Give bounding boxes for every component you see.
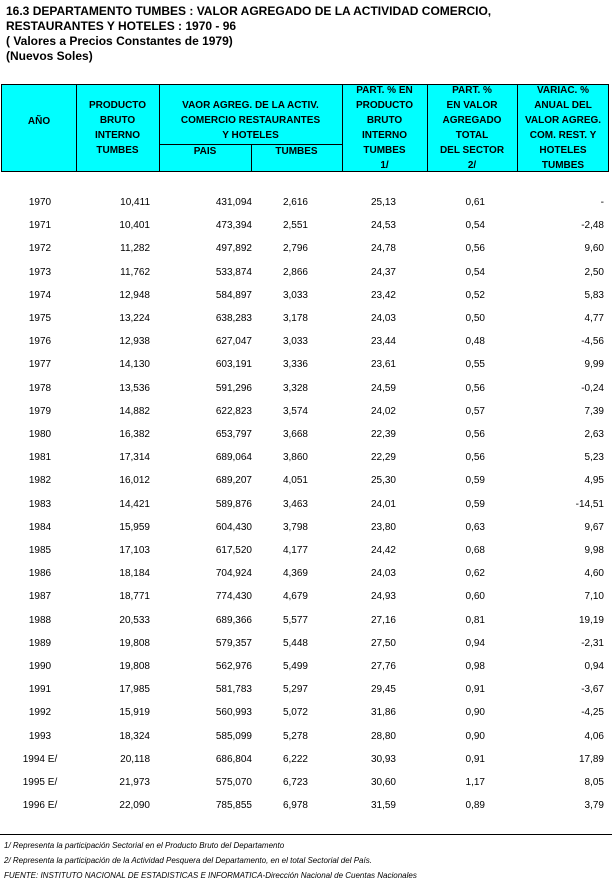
table-cell: 0,68	[465, 545, 485, 556]
table-cell: 2,796	[282, 243, 308, 255]
table-cell: 21,973	[119, 777, 150, 788]
table-cell: -0,24	[581, 382, 604, 394]
table-cell: 4,06	[584, 730, 604, 742]
table-cell: 0,98	[465, 661, 485, 672]
table-cell: 0,56	[465, 429, 485, 440]
table-cell: 0,94	[584, 661, 604, 672]
table-row	[0, 636, 612, 652]
table-cell: 5,23	[584, 452, 604, 464]
table-row	[0, 497, 612, 513]
table-cell: 11,282	[120, 243, 150, 255]
table-cell: -2,31	[581, 637, 604, 649]
table-cell: 9,98	[584, 545, 604, 556]
table-row	[0, 729, 612, 745]
table-cell: 0,50	[465, 313, 485, 324]
table-cell: 12,938	[119, 336, 150, 348]
table-cell: 24,01	[370, 498, 396, 510]
table-cell: 17,314	[119, 452, 150, 464]
table-cell: 0,55	[465, 359, 485, 371]
table-cell: 27,50	[370, 637, 396, 649]
table-cell: 589,876	[215, 498, 252, 510]
table-cell: 1990	[28, 661, 52, 672]
table-cell: 7,10	[584, 591, 604, 603]
title-line-4: (Nuevos Soles)	[6, 49, 93, 63]
table-cell: 774,430	[215, 591, 252, 603]
table-cell: 604,430	[215, 521, 252, 533]
table-cell: 0,91	[465, 753, 485, 765]
footnote-2: 2/ Representa la participación de la Actividad Pesquera del Departamento, en el total Sectorial del País.	[4, 856, 372, 865]
table-cell: 431,094	[215, 197, 252, 208]
table-cell: 13,224	[119, 313, 150, 324]
header-tumbes: TUMBES	[275, 146, 318, 157]
table-cell: 0,56	[465, 452, 485, 464]
table-cell: 1979	[28, 405, 52, 417]
table-cell: 4,369	[282, 568, 308, 580]
table-cell: 25,30	[370, 475, 396, 487]
header-part-producto: PART. % EN PRODUCTO BRUTO INTERNO TUMBES 1/	[355, 85, 414, 171]
table-row	[0, 311, 612, 327]
table-cell: 562,976	[215, 661, 252, 672]
table-cell: 3,463	[282, 498, 308, 510]
table-cell: 0,54	[465, 220, 485, 232]
table-row	[0, 241, 612, 257]
table-row	[0, 288, 612, 304]
table-cell: 1987	[28, 591, 52, 603]
table-cell: 16,382	[119, 429, 150, 440]
table-cell: 1995 E/	[22, 777, 58, 788]
table-cell: 23,42	[370, 289, 396, 301]
table-cell: 1980	[28, 429, 52, 440]
table-cell: 15,959	[119, 521, 150, 533]
table-cell: 31,86	[370, 707, 396, 719]
table-row	[0, 613, 612, 629]
table-cell: 23,44	[370, 336, 396, 348]
table-cell: 22,090	[119, 800, 150, 812]
table-row	[0, 195, 612, 211]
table-cell: 1986	[28, 568, 52, 580]
table-cell: -4,56	[581, 336, 604, 348]
table-row	[0, 566, 612, 582]
table-cell: 14,882	[119, 405, 150, 417]
header-vaor-agreg: VAOR AGREG. DE LA ACTIV. COMERCIO RESTAURANTES Y HOTELES	[180, 100, 321, 141]
table-cell: 24,93	[370, 591, 396, 603]
table-cell: 0,90	[465, 730, 485, 742]
table-cell: -3,67	[581, 684, 604, 696]
table-cell: 5,297	[282, 684, 308, 696]
table-cell: 2,50	[584, 266, 604, 278]
table-cell: 1988	[28, 614, 52, 626]
table-row	[0, 775, 612, 791]
table-row	[0, 752, 612, 768]
table-cell: 0,60	[465, 591, 485, 603]
table-cell: 20,118	[120, 753, 150, 765]
table-cell: 3,033	[282, 289, 308, 301]
table-cell: 24,53	[370, 220, 396, 232]
table-cell: 9,99	[584, 359, 604, 371]
table-cell: 11,762	[120, 266, 150, 278]
table-cell: 653,797	[215, 429, 252, 440]
table-cell: 4,051	[282, 475, 308, 487]
table-cell: 23,61	[370, 359, 396, 371]
table-cell: 622,823	[215, 405, 252, 417]
table-cell: 6,222	[282, 753, 308, 765]
table-cell: 0,57	[465, 405, 485, 417]
table-row	[0, 334, 612, 350]
source-note: FUENTE: INSTITUTO NACIONAL DE ESTADISTICAS E INFORMATICA-Dirección Nacional de Cuentas Nacionales	[4, 871, 417, 880]
table-cell: 18,184	[119, 568, 150, 580]
table-cell: 1982	[28, 475, 52, 487]
table-cell: 20,533	[119, 614, 150, 626]
table-cell: 0,62	[465, 568, 485, 580]
table-cell: 1991	[28, 684, 52, 696]
table-cell: 533,874	[215, 266, 252, 278]
table-cell: 1975	[28, 313, 52, 324]
header-variac: VARIAC. % ANUAL DEL VALOR AGREG. COM. REST. Y HOTELES TUMBES	[524, 85, 602, 171]
table-cell: 0,81	[465, 614, 485, 626]
table-cell: 18,771	[119, 591, 150, 603]
table-cell: 0,56	[465, 243, 485, 255]
table-cell: 3,336	[282, 359, 308, 371]
header-part-valor: PART. % EN VALOR AGREGADO TOTAL DEL SECTOR 2/	[439, 85, 505, 171]
table-title	[6, 4, 491, 64]
table-cell: 17,89	[578, 753, 604, 765]
table-cell: 1971	[28, 220, 52, 232]
table-cell: 638,283	[215, 313, 252, 324]
table-cell: 2,866	[282, 266, 308, 278]
table-cell: 1996 E/	[22, 800, 58, 812]
table-cell: 3,79	[584, 800, 604, 812]
table-cell: 10,401	[119, 220, 150, 232]
footnote-1: 1/ Representa la participación Sectorial en el Producto Bruto del Departamento	[4, 841, 285, 850]
table-cell: -	[600, 197, 604, 208]
table-cell: 1,17	[465, 777, 485, 788]
table-cell: 3,328	[282, 382, 308, 394]
table-cell: 9,67	[584, 521, 604, 533]
title-line-1: 16.3 DEPARTAMENTO TUMBES : VALOR AGREGADO DE LA ACTIVIDAD COMERCIO,	[6, 4, 492, 18]
table-cell: 24,78	[370, 243, 396, 255]
table-cell: 9,60	[584, 243, 604, 255]
table-cell: 585,099	[215, 730, 252, 742]
table-cell: 6,723	[282, 777, 308, 788]
table-row	[0, 520, 612, 536]
table-cell: 627,047	[215, 336, 252, 348]
table-cell: 5,577	[282, 614, 308, 626]
table-cell: 591,296	[215, 382, 252, 394]
table-cell: 3,178	[282, 313, 308, 324]
table-cell: 4,60	[584, 568, 604, 580]
table-cell: 0,59	[465, 498, 485, 510]
table-cell: 473,394	[215, 220, 252, 232]
table-cell: 16,012	[119, 475, 150, 487]
table-row	[0, 265, 612, 281]
table-cell: 13,536	[119, 382, 150, 394]
table-cell: 689,366	[215, 614, 252, 626]
table-row	[0, 659, 612, 675]
table-cell: 785,855	[215, 800, 252, 812]
table-cell: 1985	[28, 545, 52, 556]
header-producto: PRODUCTO BRUTO INTERNO TUMBES	[88, 100, 147, 156]
table-cell: 1989	[28, 637, 52, 649]
table-row	[0, 427, 612, 443]
table-cell: 1993	[28, 730, 52, 742]
table-cell: 4,95	[584, 475, 604, 487]
table-cell: 24,03	[370, 568, 396, 580]
table-cell: 30,60	[370, 777, 396, 788]
table-cell: 30,93	[370, 753, 396, 765]
table-cell: 22,29	[370, 452, 396, 464]
table-cell: 3,860	[282, 452, 308, 464]
table-cell: 5,072	[282, 707, 308, 719]
table-row	[0, 218, 612, 234]
table-cell: 5,83	[584, 289, 604, 301]
table-cell: 0,56	[465, 382, 485, 394]
table-cell: 29,45	[370, 684, 396, 696]
table-cell: 0,48	[465, 336, 485, 348]
table-cell: -4,25	[581, 707, 604, 719]
table-header	[1, 84, 609, 172]
table-cell: 8,05	[584, 777, 604, 788]
table-cell: 17,103	[119, 545, 150, 556]
table-cell: 24,03	[370, 313, 396, 324]
table-cell: 18,324	[119, 730, 150, 742]
table-cell: 14,130	[119, 359, 150, 371]
table-cell: 5,499	[282, 661, 308, 672]
table-row	[0, 404, 612, 420]
table-cell: 4,77	[584, 313, 604, 324]
table-cell: 579,357	[215, 637, 252, 649]
table-row	[0, 589, 612, 605]
table-cell: 689,207	[215, 475, 252, 487]
table-cell: 704,924	[215, 568, 252, 580]
table-cell: -14,51	[575, 498, 604, 510]
table-cell: 10,411	[120, 197, 150, 208]
table-cell: 560,993	[215, 707, 252, 719]
table-cell: 19,808	[119, 661, 150, 672]
table-cell: 1973	[28, 266, 52, 278]
table-cell: 17,985	[119, 684, 150, 696]
table-row	[0, 543, 612, 559]
table-cell: 3,574	[282, 405, 308, 417]
table-row	[0, 450, 612, 466]
table-cell: 2,616	[282, 197, 308, 208]
table-cell: 0,59	[465, 475, 485, 487]
table-cell: 1977	[28, 359, 52, 371]
table-cell: 27,16	[370, 614, 396, 626]
table-cell: 27,76	[370, 661, 396, 672]
table-cell: 0,63	[465, 521, 485, 533]
title-line-2: RESTAURANTES Y HOTELES : 1970 - 96	[6, 19, 237, 33]
table-cell: 1992	[28, 707, 52, 719]
title-line-3: ( Valores a Precios Constantes de 1979)	[6, 34, 233, 48]
table-row	[0, 682, 612, 698]
header-anio: AÑO	[27, 116, 51, 127]
table-cell: 22,39	[370, 429, 396, 440]
table-cell: 1978	[28, 382, 52, 394]
table-cell: 6,978	[282, 800, 308, 812]
table-cell: 7,39	[584, 405, 604, 417]
table-cell: 581,783	[215, 684, 252, 696]
table-cell: 1970	[28, 197, 52, 208]
table-cell: 1981	[28, 452, 52, 464]
table-cell: 0,52	[465, 289, 485, 301]
table-row	[0, 381, 612, 397]
table-cell: 19,808	[119, 637, 150, 649]
table-cell: 31,59	[370, 800, 396, 812]
table-cell: 3,033	[282, 336, 308, 348]
table-cell: 0,90	[465, 707, 485, 719]
table-row	[0, 357, 612, 373]
table-cell: 584,897	[215, 289, 252, 301]
table-cell: 25,13	[370, 197, 396, 208]
table-cell: 3,668	[282, 429, 308, 440]
table-cell: 603,191	[215, 359, 252, 371]
header-pais: PAIS	[193, 146, 217, 157]
table-cell: 575,070	[215, 777, 252, 788]
table-cell: 19,19	[578, 614, 604, 626]
table-cell: 0,54	[465, 266, 485, 278]
table-cell: 24,37	[370, 266, 396, 278]
table-cell: 1994 E/	[22, 753, 58, 765]
table-row	[0, 798, 612, 814]
table-cell: 0,94	[465, 637, 485, 649]
table-cell: 4,177	[282, 545, 308, 556]
table-cell: 1983	[28, 498, 52, 510]
table-cell: 5,448	[282, 637, 308, 649]
table-cell: 24,42	[370, 545, 396, 556]
table-cell: 12,948	[119, 289, 150, 301]
table-cell: 23,80	[370, 521, 396, 533]
table-cell: 497,892	[215, 243, 252, 255]
table-cell: 0,89	[465, 800, 485, 812]
table-cell: 2,551	[282, 220, 308, 232]
table-cell: 1984	[28, 521, 52, 533]
table-cell: 24,59	[370, 382, 396, 394]
table-cell: 3,798	[282, 521, 308, 533]
table-cell: 0,91	[465, 684, 485, 696]
table-cell: 617,520	[215, 545, 252, 556]
table-cell: 1974	[28, 289, 52, 301]
table-cell: 5,278	[282, 730, 308, 742]
table-cell: 2,63	[584, 429, 604, 440]
table-cell: 14,421	[119, 498, 150, 510]
table-cell: -2,48	[581, 220, 604, 232]
table-cell: 4,679	[282, 591, 308, 603]
table-cell: 24,02	[370, 405, 396, 417]
table-row	[0, 473, 612, 489]
table-cell: 1972	[28, 243, 52, 255]
table-cell: 0,61	[465, 197, 485, 208]
table-cell: 686,804	[215, 753, 252, 765]
table-cell: 15,919	[119, 707, 150, 719]
footer-divider	[0, 834, 612, 835]
table-cell: 1976	[28, 336, 52, 348]
table-cell: 28,80	[370, 730, 396, 742]
table-row	[0, 705, 612, 721]
table-cell: 689,064	[215, 452, 252, 464]
